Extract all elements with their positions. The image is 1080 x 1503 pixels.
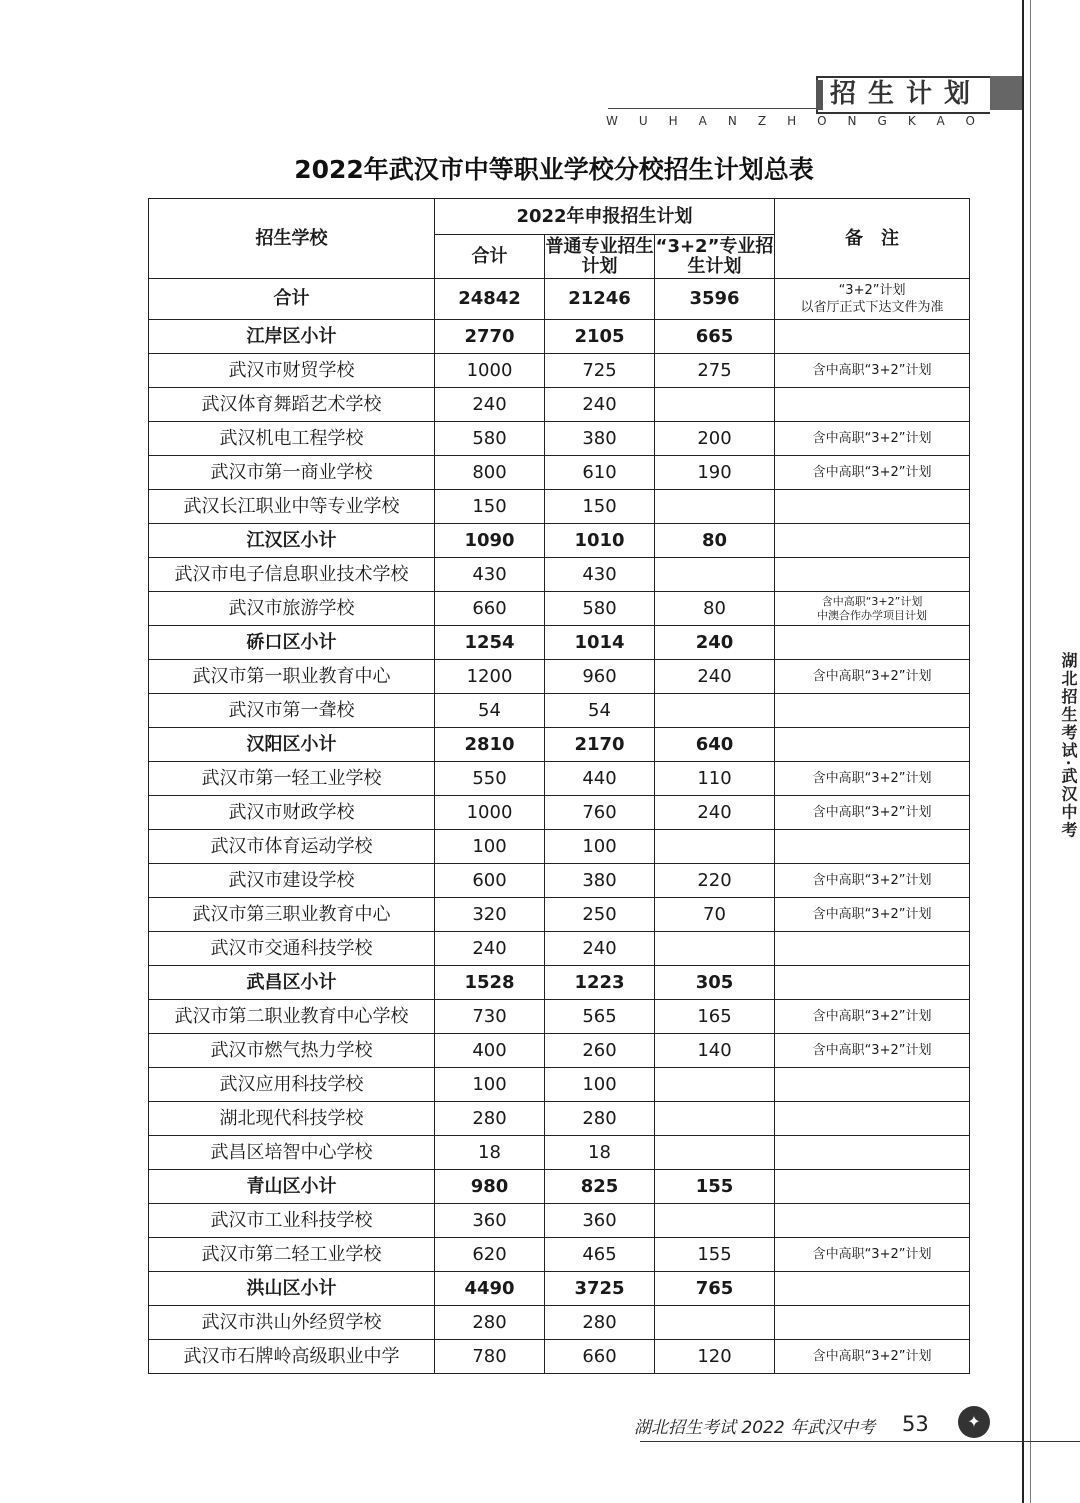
- table-row: [149, 456, 970, 490]
- note-line: 含中高职“3+2”计划: [812, 770, 932, 786]
- total-cell: 4490: [435, 1272, 545, 1306]
- total-cell: 280: [435, 1306, 545, 1340]
- right-rule-thick: [1022, 0, 1024, 1503]
- plus-cell: 80: [655, 524, 775, 558]
- table-row: [149, 354, 970, 388]
- school-cell: 武汉机电工程学校: [149, 422, 435, 456]
- plus-cell: 120: [655, 1340, 775, 1374]
- table-row: [149, 592, 970, 626]
- total-cell: 620: [435, 1238, 545, 1272]
- regular-cell: 240: [545, 932, 655, 966]
- grand-total-regular: 21246: [545, 279, 655, 320]
- note-cell: [775, 1034, 970, 1068]
- plus-cell: 80: [655, 592, 775, 626]
- regular-cell: 1223: [545, 966, 655, 1000]
- plus-cell: [655, 1068, 775, 1102]
- regular-cell: 240: [545, 388, 655, 422]
- document-title: 2022年武汉市中等职业学校分校招生计划总表: [294, 155, 814, 184]
- regular-cell: 150: [545, 490, 655, 524]
- note-line-2: 中澳合作办学项目计划: [817, 608, 928, 622]
- regular-cell: 440: [545, 762, 655, 796]
- note-line: 含中高职“3+2”计划: [812, 804, 932, 820]
- table-row: [149, 558, 970, 592]
- regular-cell: 360: [545, 1204, 655, 1238]
- total-cell: 100: [435, 830, 545, 864]
- note-cell: [775, 1068, 970, 1102]
- note-cell: [775, 796, 970, 830]
- note-cell: [775, 1102, 970, 1136]
- footer-publication: 湖北招生考试 2022 年武汉中考: [634, 1418, 876, 1438]
- school-cell: 武汉应用科技学校: [149, 1068, 435, 1102]
- note-cell: [775, 490, 970, 524]
- regular-cell: 3725: [545, 1272, 655, 1306]
- regular-cell: 960: [545, 660, 655, 694]
- table-row-subtotal: [149, 320, 970, 354]
- side-vertical-text: 湖北招生考试·武汉中考: [1059, 652, 1078, 840]
- total-cell: 2810: [435, 728, 545, 762]
- school-cell: 硚口区小计: [149, 626, 435, 660]
- school-cell: 武汉市财政学校: [149, 796, 435, 830]
- grand-total-label: 合计: [149, 279, 435, 320]
- plus-cell: [655, 1306, 775, 1340]
- total-cell: 360: [435, 1204, 545, 1238]
- note-cell: [775, 1340, 970, 1374]
- note-cell: [775, 694, 970, 728]
- note-line: 含中高职“3+2”计划: [812, 464, 932, 480]
- school-cell: 武汉市体育运动学校: [149, 830, 435, 864]
- note-cell: [775, 626, 970, 660]
- regular-cell: 100: [545, 830, 655, 864]
- header-note: 备 注: [775, 199, 970, 279]
- plus-cell: 165: [655, 1000, 775, 1034]
- note-line: 含中高职“3+2”计划: [812, 1008, 932, 1024]
- emblem-icon: ✦: [958, 1406, 990, 1438]
- school-cell: 武汉市第二职业教育中心学校: [149, 1000, 435, 1034]
- school-cell: 武汉市电子信息职业技术学校: [149, 558, 435, 592]
- school-cell: 武汉市建设学校: [149, 864, 435, 898]
- school-cell: 武汉市工业科技学校: [149, 1204, 435, 1238]
- regular-cell: 1014: [545, 626, 655, 660]
- plus-cell: 190: [655, 456, 775, 490]
- note-line: 含中高职“3+2”计划: [812, 906, 932, 922]
- total-cell: 1528: [435, 966, 545, 1000]
- note-cell: [775, 524, 970, 558]
- section-label-bar: [816, 80, 823, 110]
- table-row: [149, 932, 970, 966]
- total-cell: 280: [435, 1102, 545, 1136]
- total-cell: 600: [435, 864, 545, 898]
- total-cell: 100: [435, 1068, 545, 1102]
- school-cell: 武汉市交通科技学校: [149, 932, 435, 966]
- page-number: 53: [902, 1412, 929, 1436]
- table-row: [149, 422, 970, 456]
- table-row: [149, 1068, 970, 1102]
- plus-cell: 110: [655, 762, 775, 796]
- regular-cell: 380: [545, 422, 655, 456]
- regular-cell: 1010: [545, 524, 655, 558]
- grand-total-note: [775, 279, 970, 320]
- table-row-subtotal: [149, 626, 970, 660]
- total-cell: 1090: [435, 524, 545, 558]
- plus-cell: [655, 830, 775, 864]
- plus-cell: 765: [655, 1272, 775, 1306]
- table-row: [149, 1340, 970, 1374]
- regular-cell: 280: [545, 1306, 655, 1340]
- note-cell: [775, 898, 970, 932]
- total-cell: 400: [435, 1034, 545, 1068]
- school-cell: 武汉体育舞蹈艺术学校: [149, 388, 435, 422]
- table-row: [149, 1034, 970, 1068]
- note-line: 含中高职“3+2”计划: [812, 668, 932, 684]
- regular-cell: 250: [545, 898, 655, 932]
- regular-cell: 430: [545, 558, 655, 592]
- plus-cell: 240: [655, 626, 775, 660]
- school-cell: 武汉市燃气热力学校: [149, 1034, 435, 1068]
- table-row: [149, 796, 970, 830]
- school-cell: 武汉市旅游学校: [149, 592, 435, 626]
- note-line: 含中高职“3+2”计划: [812, 430, 932, 446]
- table-row: [149, 660, 970, 694]
- table-row: [149, 1102, 970, 1136]
- total-cell: 1000: [435, 796, 545, 830]
- plus-cell: [655, 932, 775, 966]
- note-cell: [775, 456, 970, 490]
- note-cell: [775, 354, 970, 388]
- school-cell: 武汉长江职业中等专业学校: [149, 490, 435, 524]
- note-cell: [775, 830, 970, 864]
- school-cell: 武汉市第一商业学校: [149, 456, 435, 490]
- total-cell: 660: [435, 592, 545, 626]
- note-cell: [775, 966, 970, 1000]
- plus-cell: 155: [655, 1238, 775, 1272]
- header-plan-group: 2022年申报招生计划: [435, 199, 775, 235]
- school-cell: 武昌区小计: [149, 966, 435, 1000]
- table-row: [149, 864, 970, 898]
- plus-cell: [655, 1136, 775, 1170]
- plus-cell: [655, 388, 775, 422]
- regular-cell: 725: [545, 354, 655, 388]
- regular-cell: 565: [545, 1000, 655, 1034]
- school-cell: 武汉市第二轻工业学校: [149, 1238, 435, 1272]
- note-cell: [775, 1170, 970, 1204]
- table-row: [149, 1204, 970, 1238]
- note-cell: [775, 932, 970, 966]
- note-cell: [775, 864, 970, 898]
- plus-cell: 240: [655, 660, 775, 694]
- table-row-subtotal: [149, 1272, 970, 1306]
- footer-rule: [640, 1441, 1080, 1442]
- note-line: 含中高职“3+2”计划: [812, 1246, 932, 1262]
- plus-cell: [655, 694, 775, 728]
- total-cell: 320: [435, 898, 545, 932]
- note-cell: [775, 1204, 970, 1238]
- school-cell: 武汉市第三职业教育中心: [149, 898, 435, 932]
- grand-total-note-line1: “3+2”计划: [838, 283, 906, 298]
- section-dark-block: [990, 76, 1022, 110]
- note-cell: [775, 1136, 970, 1170]
- regular-cell: 760: [545, 796, 655, 830]
- plus-cell: 305: [655, 966, 775, 1000]
- header-total: 合计: [435, 235, 545, 279]
- latin-caption: WUHANZHONGKAO: [606, 114, 996, 128]
- school-cell: 洪山区小计: [149, 1272, 435, 1306]
- regular-cell: 580: [545, 592, 655, 626]
- plus-cell: 665: [655, 320, 775, 354]
- school-cell: 武汉市第一聋校: [149, 694, 435, 728]
- regular-cell: 2170: [545, 728, 655, 762]
- school-cell: 武汉市第一职业教育中心: [149, 660, 435, 694]
- plus-cell: 140: [655, 1034, 775, 1068]
- regular-cell: 610: [545, 456, 655, 490]
- note-cell: [775, 320, 970, 354]
- plus-cell: 640: [655, 728, 775, 762]
- plus-cell: 240: [655, 796, 775, 830]
- school-cell: 武汉市财贸学校: [149, 354, 435, 388]
- header-regular: 普通专业招生计划: [545, 235, 654, 277]
- table-row: [149, 388, 970, 422]
- school-cell: 武汉市洪山外经贸学校: [149, 1306, 435, 1340]
- regular-cell: 465: [545, 1238, 655, 1272]
- regular-cell: 18: [545, 1136, 655, 1170]
- note-cell: [775, 1000, 970, 1034]
- section-title: 招生计划: [830, 79, 983, 109]
- table-row: [149, 762, 970, 796]
- right-rule-thin: [1030, 0, 1031, 1503]
- total-cell: 240: [435, 388, 545, 422]
- table-row: [149, 830, 970, 864]
- table-row-subtotal: [149, 524, 970, 558]
- plus-cell: [655, 1204, 775, 1238]
- regular-cell: 260: [545, 1034, 655, 1068]
- table-row: [149, 694, 970, 728]
- school-cell: 武汉市石牌岭高级职业中学: [149, 1340, 435, 1374]
- note-cell: [775, 762, 970, 796]
- table-row: [149, 898, 970, 932]
- header-school: 招生学校: [149, 199, 435, 279]
- plus-cell: 220: [655, 864, 775, 898]
- note-cell: [775, 592, 970, 626]
- regular-cell: 380: [545, 864, 655, 898]
- total-cell: 730: [435, 1000, 545, 1034]
- plus-cell: [655, 558, 775, 592]
- table-row: [149, 1000, 970, 1034]
- table-row-grand-total: [149, 279, 970, 320]
- total-cell: 580: [435, 422, 545, 456]
- grand-total-3plus2: 3596: [655, 279, 775, 320]
- total-cell: 54: [435, 694, 545, 728]
- school-cell: 汉阳区小计: [149, 728, 435, 762]
- plus-cell: 155: [655, 1170, 775, 1204]
- plus-cell: 200: [655, 422, 775, 456]
- total-cell: 2770: [435, 320, 545, 354]
- total-cell: 1200: [435, 660, 545, 694]
- table-row-subtotal: [149, 728, 970, 762]
- note-cell: [775, 558, 970, 592]
- total-cell: 1254: [435, 626, 545, 660]
- table-row: [149, 1238, 970, 1272]
- header-3plus2: “3+2”专业招生计划: [655, 235, 774, 277]
- table-row-subtotal: [149, 1170, 970, 1204]
- table-row: [149, 1136, 970, 1170]
- school-cell: 武汉市第一轻工业学校: [149, 762, 435, 796]
- total-cell: 240: [435, 932, 545, 966]
- note-line: 含中高职“3+2”计划: [812, 872, 932, 888]
- note-cell: [775, 1238, 970, 1272]
- table-row-subtotal: [149, 966, 970, 1000]
- plus-cell: [655, 1102, 775, 1136]
- note-line: 含中高职“3+2”计划: [812, 1348, 932, 1364]
- grand-total-total: 24842: [435, 279, 545, 320]
- note-line: 含中高职“3+2”计划: [812, 1042, 932, 1058]
- total-cell: 18: [435, 1136, 545, 1170]
- regular-cell: 280: [545, 1102, 655, 1136]
- school-cell: 江汉区小计: [149, 524, 435, 558]
- school-cell: 武昌区培智中心学校: [149, 1136, 435, 1170]
- regular-cell: 2105: [545, 320, 655, 354]
- note-cell: [775, 1272, 970, 1306]
- total-cell: 980: [435, 1170, 545, 1204]
- regular-cell: 54: [545, 694, 655, 728]
- total-cell: 430: [435, 558, 545, 592]
- table-row: [149, 1306, 970, 1340]
- school-cell: 江岸区小计: [149, 320, 435, 354]
- enrollment-plan-table: [148, 198, 970, 1374]
- note-cell: [775, 1306, 970, 1340]
- plus-cell: 70: [655, 898, 775, 932]
- note-line: 含中高职“3+2”计划: [821, 594, 923, 608]
- regular-cell: 100: [545, 1068, 655, 1102]
- regular-cell: 660: [545, 1340, 655, 1374]
- note-cell: [775, 388, 970, 422]
- note-cell: [775, 660, 970, 694]
- total-cell: 550: [435, 762, 545, 796]
- school-cell: 湖北现代科技学校: [149, 1102, 435, 1136]
- regular-cell: 825: [545, 1170, 655, 1204]
- total-cell: 800: [435, 456, 545, 490]
- school-cell: 青山区小计: [149, 1170, 435, 1204]
- note-cell: [775, 422, 970, 456]
- plus-cell: 275: [655, 354, 775, 388]
- total-cell: 1000: [435, 354, 545, 388]
- note-cell: [775, 728, 970, 762]
- total-cell: 150: [435, 490, 545, 524]
- table-row: [149, 490, 970, 524]
- total-cell: 780: [435, 1340, 545, 1374]
- grand-total-note-line2: 以省厅正式下达文件为准: [800, 300, 944, 315]
- note-line: 含中高职“3+2”计划: [812, 362, 932, 378]
- plus-cell: [655, 490, 775, 524]
